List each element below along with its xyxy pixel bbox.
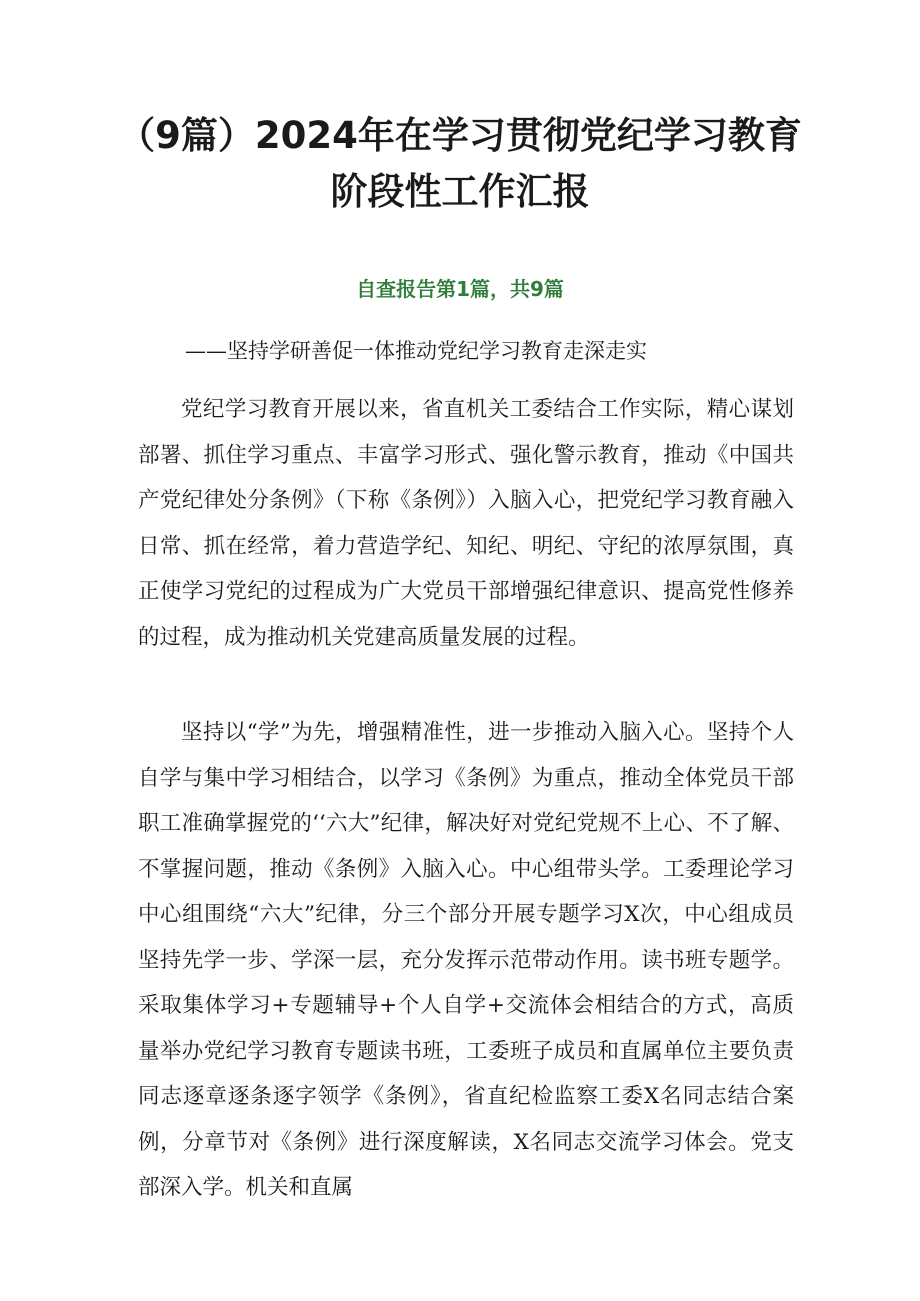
document-title-line-2: 阶段性工作汇报: [330, 170, 590, 213]
body-paragraph: 坚持以“学”为先，增强精准性，进一步推动入脑入心。坚持个人自学与集中学习相结合，以学习《条例》为重点，推动全体党员干部职工准确掌握党的‘‘六大”纪律，解决好对党纪党规不上心、不了解、不掌握问题，推动《条例》入脑入心。中心组带头学。工委理论学习中心组围绕“六大”纪律，分三个部分开展专题学习X次，中心组成员坚持先学一步、学深一层，充分发挥示范带动作用。读书班专题学。采取集体学习+专题辅导+个人自学+交流体会相结合的方式，高质量举办党纪学习教育专题读书班，工委班子成员和直属单位主要负责同志逐章逐条逐字领学《条例》，省直纪检监察工委X名同志结合案例，分章节对《条例》进行深度解读，X名同志交流学习体会。党支部深入学。机关和直属: [138, 720, 794, 1200]
document-title-line-1: （9篇）2024年在学习贯彻党纪学习教育: [118, 114, 802, 157]
document-title: [100, 108, 820, 220]
section-heading: 自查报告第1篇，共9篇: [356, 277, 564, 301]
body-paragraph: 党纪学习教育开展以来，省直机关工委结合工作实际，精心谋划部署、抓住学习重点、丰富学习形式、强化警示教育，推动《中国共产党纪律处分条例》（下称《条例》）入脑入心，把党纪学习教育融入日常、抓在经常，着力营造学纪、知纪、明纪、守纪的浓厚氛围，真正使学习党纪的过程成为广大党员干部增强纪律意识、提高党性修养的过程，成为推动机关党建高质量发展的过程。: [138, 397, 794, 650]
document-subtitle: ——坚持学研善促一体推动党纪学习教育走深走实: [185, 339, 647, 363]
